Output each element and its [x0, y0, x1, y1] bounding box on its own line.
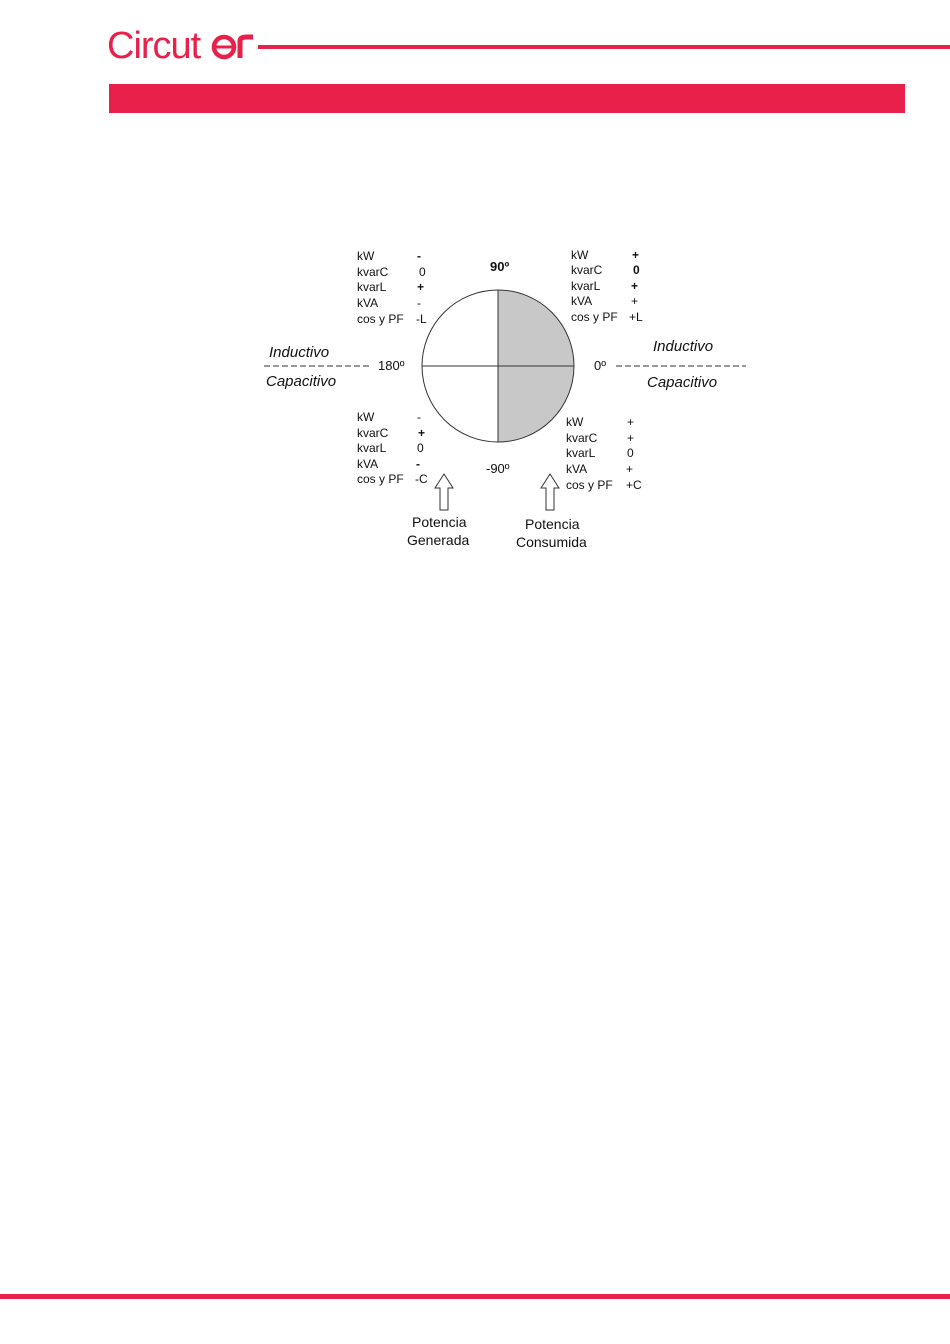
right-capacitive-label: Capacitivo: [647, 374, 718, 391]
q-row-value: +: [627, 431, 635, 445]
q-row-label: kvarC: [357, 426, 389, 440]
angle-bottom: -90º: [486, 461, 510, 476]
q-row-value: -: [416, 457, 420, 471]
quadrant-top-right-table: [571, 248, 643, 324]
footer-rule: [0, 1294, 950, 1299]
left-capacitive-label: Capacitivo: [266, 373, 337, 390]
q-row-label: kW: [357, 249, 375, 263]
svg-text:Circut: Circut: [107, 25, 201, 64]
right-inductive-label: Inductivo: [653, 338, 714, 355]
q-row-label: kvarL: [571, 279, 601, 293]
quadrant-bottom-left-table: [357, 410, 428, 486]
q-row-value: +: [631, 279, 639, 293]
q-row-value: +: [418, 426, 426, 440]
consumed-arrow-icon: [541, 474, 559, 510]
q-row-value: -L: [416, 312, 427, 326]
q-row-label: kVA: [357, 457, 379, 471]
q-row-label: cos y PF: [357, 472, 404, 486]
left-inductive-label: Inductivo: [269, 344, 330, 361]
q-row-value: +C: [626, 478, 642, 492]
q-row-value: +: [417, 280, 425, 294]
angle-left: 180º: [378, 358, 405, 373]
q-row-value: 0: [627, 446, 634, 460]
q-row-label: kVA: [571, 294, 593, 308]
q-row-value: -: [417, 410, 421, 424]
q-row-value: -C: [415, 472, 428, 486]
q-row-value: -: [417, 249, 421, 263]
q-row-label: kvarC: [566, 431, 598, 445]
q-row-value: 0: [633, 263, 640, 277]
q-row-label: kVA: [566, 462, 588, 476]
q-row-value: +: [627, 415, 635, 429]
q-row-label: kW: [357, 410, 375, 424]
quadrant-bottom-right-table: [566, 415, 642, 492]
q-row-label: kvarL: [357, 280, 387, 294]
q-row-label: kW: [566, 415, 584, 429]
q-row-label: cos y PF: [571, 310, 618, 324]
q-row-value: +: [626, 462, 634, 476]
q-row-label: kvarL: [357, 441, 387, 455]
generated-arrow-icon: [435, 474, 453, 510]
q-row-label: kvarL: [566, 446, 596, 460]
q-row-value: -: [417, 296, 421, 310]
q-row-label: kVA: [357, 296, 379, 310]
q-row-label: cos y PF: [357, 312, 404, 326]
q-row-value: +: [632, 248, 640, 262]
q-row-value: 0: [419, 265, 426, 279]
q-row-value: +L: [629, 310, 643, 324]
consumed-label-line1: Potencia: [525, 516, 580, 532]
q-row-label: kW: [571, 248, 589, 262]
consumed-label-line2: Consumida: [516, 534, 587, 550]
q-row-label: kvarC: [357, 265, 389, 279]
generated-label-line2: Generada: [407, 532, 470, 548]
q-row-label: kvarC: [571, 263, 603, 277]
generated-label-line1: Potencia: [412, 514, 467, 530]
angle-right: 0º: [594, 358, 606, 373]
angle-top: 90º: [490, 259, 510, 274]
q-row-label: cos y PF: [566, 478, 613, 492]
quadrant-top-left-table: [357, 249, 427, 326]
q-row-value: 0: [417, 441, 424, 455]
q-row-value: +: [631, 294, 639, 308]
